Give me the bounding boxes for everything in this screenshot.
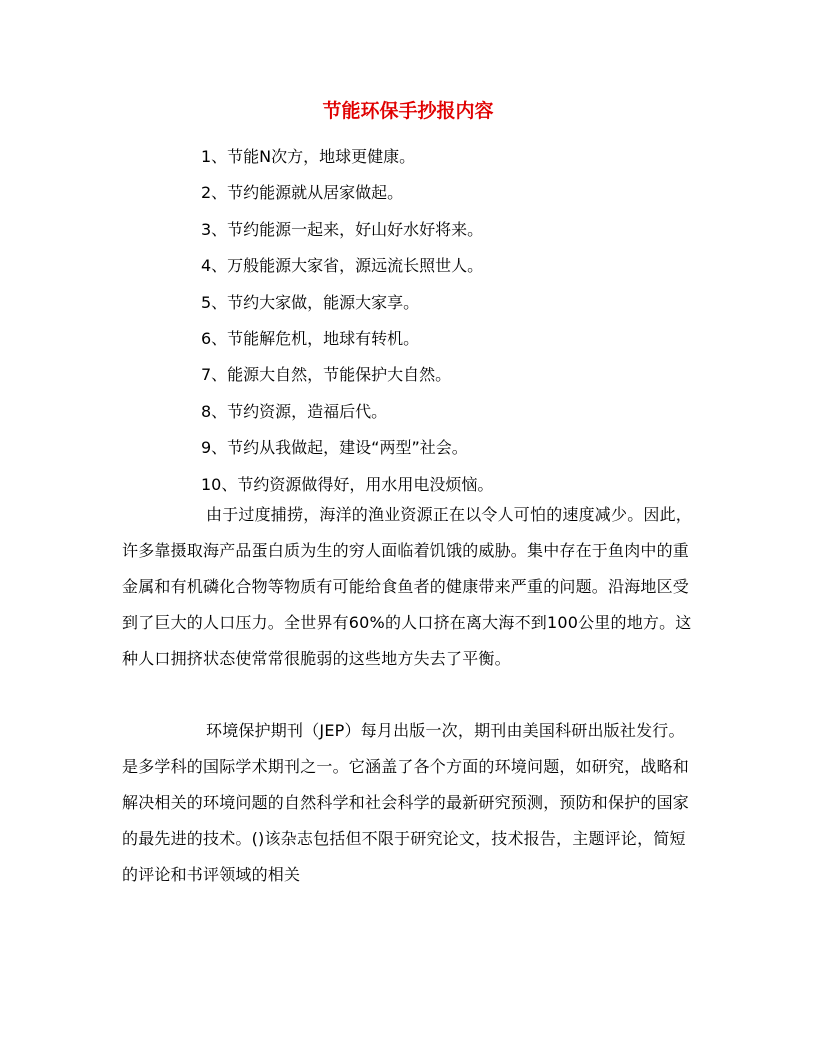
list-item: 5、节约大家做，能源大家享。 — [201, 292, 420, 312]
list-item: 2、节约能源就从居家做起。 — [201, 183, 404, 203]
page-title: 节能环保手抄报内容 — [322, 100, 494, 122]
body-paragraph-journal: 环境保护期刊（JEP）每月出版一次，期刊由美国科研出版社发行。是多学科的国际学术期刊之一。它涵盖了各个方面的环境问题，如研究，战略和解决相关的环境问题的自然科学和社会科学的最新研究预测，预防和保护的国家的最先进的技术。()该杂志包括但不限于研究论文，技术报告，主题评论，简短的评论和书评领域的相关 — [122, 721, 690, 884]
list-item: 10、节约资源做得好，用水用电没烦恼。 — [201, 474, 494, 494]
slogan-list — [201, 139, 493, 503]
body-paragraph-fisheries: 由于过度捕捞，海洋的渔业资源正在以令人可怕的速度减少。因此，许多靠摄取海产品蛋白质为生的穷人面临着饥饿的威胁。集中存在于鱼肉中的重金属和有机磷化合物等物质有可能给食鱼者的健康带来严重的问题。沿海地区受到了巨大的人口压力。全世界有60%的人口挤在离大海不到100公里的地方。这种人口拥挤状态使常常很脆弱的这些地方失去了平衡。 — [122, 505, 693, 668]
list-item: 9、节约从我做起，建设“两型”社会。 — [201, 438, 468, 458]
list-item: 4、万般能源大家省，源远流长照世人。 — [201, 256, 484, 276]
list-item: 3、节约能源一起来，好山好水好将来。 — [201, 219, 484, 239]
list-item: 7、能源大自然，节能保护大自然。 — [201, 365, 452, 385]
list-item: 6、节能解危机，地球有转机。 — [201, 328, 420, 348]
list-item: 8、节约资源，造福后代。 — [201, 401, 388, 421]
list-item: 1、节能N次方，地球更健康。 — [201, 147, 416, 166]
